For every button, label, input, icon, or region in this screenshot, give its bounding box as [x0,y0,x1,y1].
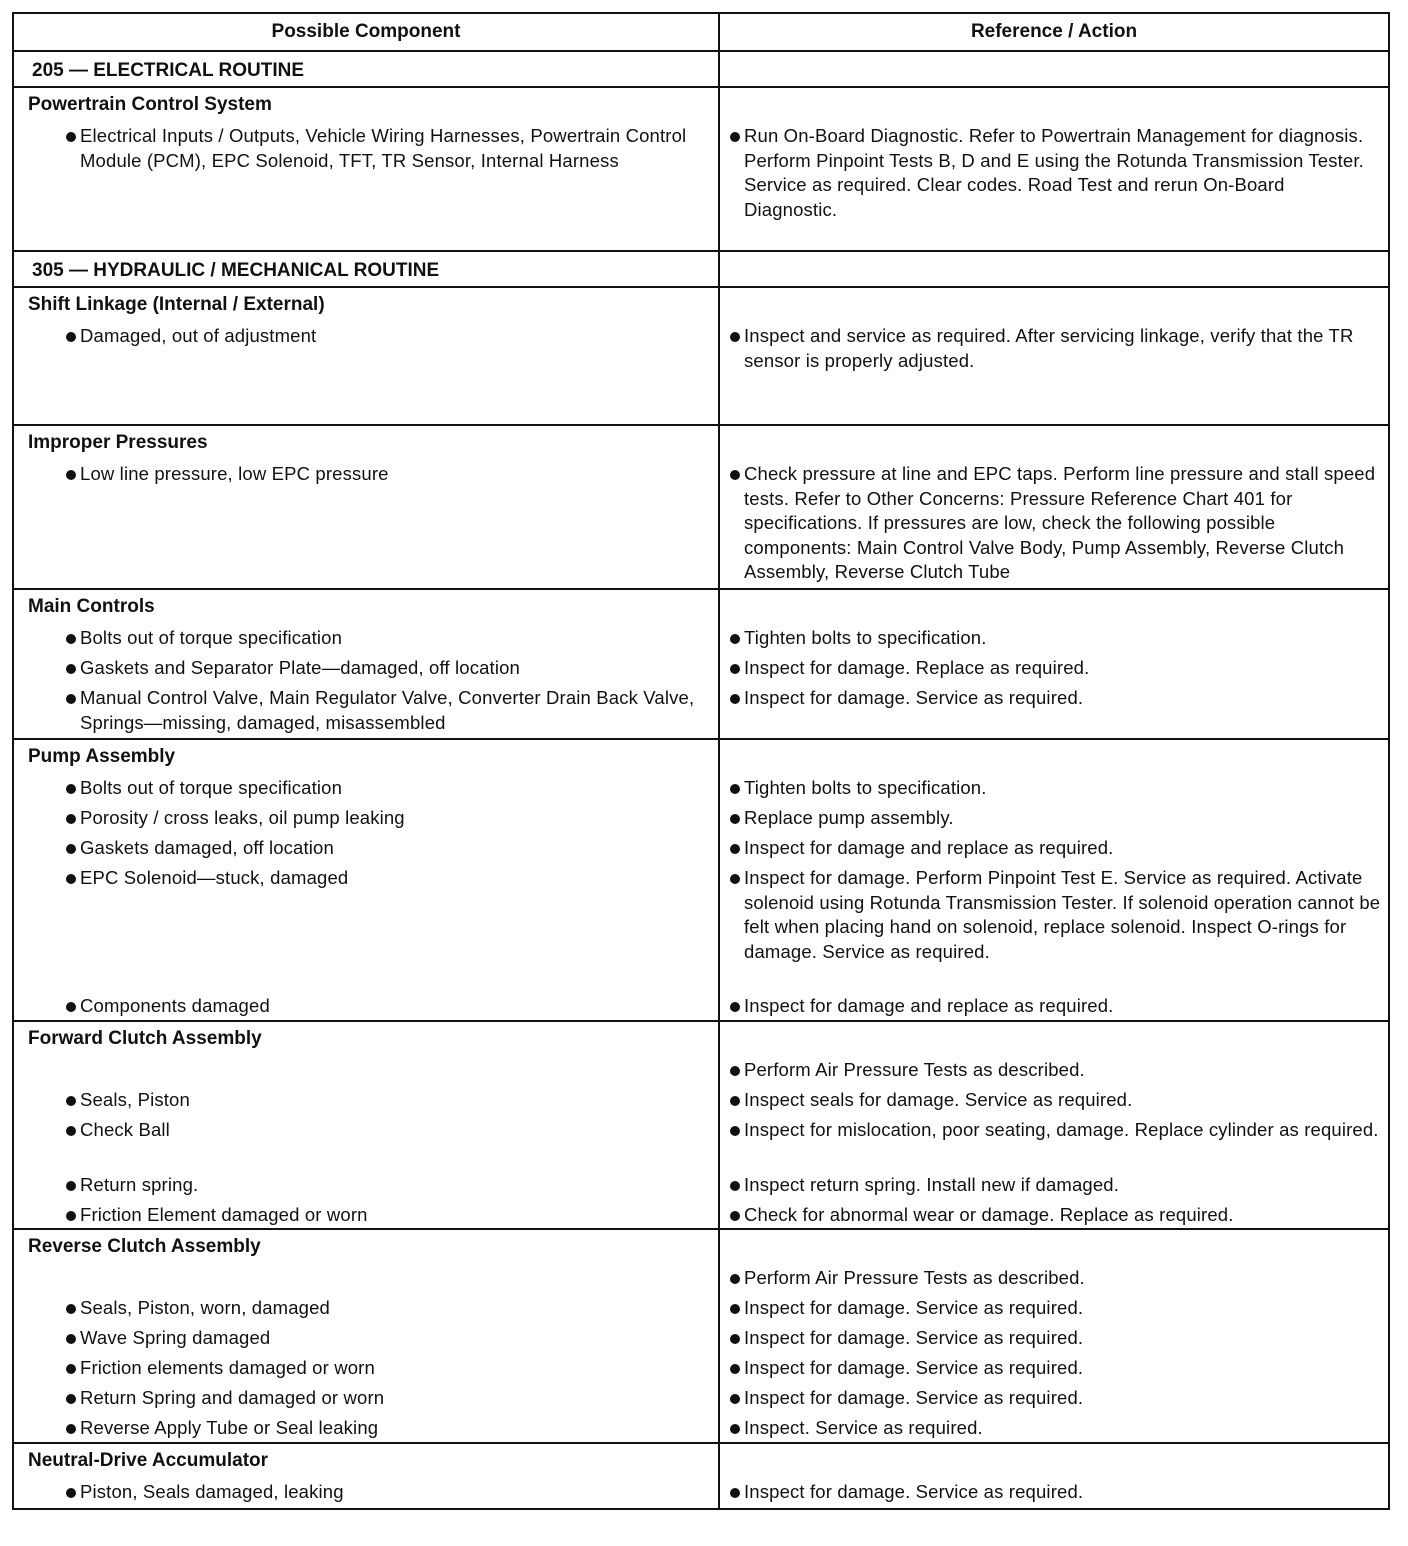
bullet-icon [730,844,740,854]
bullet-icon [730,1181,740,1191]
bullet-icon [730,1334,740,1344]
action-item: Check for abnormal wear or damage. Replace as required. [720,1203,1388,1228]
section-title: Forward Clutch Assembly [28,1028,262,1049]
component-cell [13,1443,719,1509]
action-cell [719,739,1389,1021]
action-cell [719,287,1389,425]
action-item: Perform Air Pressure Tests as described. [720,1058,1388,1088]
action-cell [719,1229,1389,1443]
component-item: Seals, Piston, worn, damaged [14,1296,718,1326]
bullet-icon [730,634,740,644]
section-title: Pump Assembly [28,746,176,767]
bullet-icon [66,1424,76,1434]
action-cell [719,1021,1389,1229]
component-cell [13,589,719,739]
component-item: Wave Spring damaged [14,1326,718,1356]
action-item: Check pressure at line and EPC taps. Perform line pressure and stall speed tests. Refer to Other Concerns: Pressure Reference Chart 401 for specifications. If pressures are low, check the following possible components: Main Control Valve Body, Pump Assembly, Reverse Clutch Assembly, Reverse Clutch Tube [720,462,1388,585]
action-item: Replace pump assembly. [720,806,1388,836]
header-row [13,13,1389,51]
bullet-icon [730,1274,740,1284]
bullet-icon [730,1066,740,1076]
action-item-continued: Service as required. Clear codes. Road Test and rerun On-Board Diagnostic. [744,174,1285,220]
bullet-icon [730,1002,740,1012]
action-item: Inspect for damage. Perform Pinpoint Test E. Service as required. Activate solenoid using Rotunda Transmission Tester. If solenoid operation cannot be felt when placing hand on solenoid, replace solenoid. Inspect O-rings for damage. Service as required. [720,866,1388,994]
component-cell [13,87,719,251]
bullet-icon [730,1211,740,1221]
bullet-icon [730,1424,740,1434]
bullet-icon [730,1488,740,1498]
bullet-icon [730,1394,740,1404]
column-header-component: Possible Component [13,13,719,51]
bullet-icon [66,874,76,884]
action-item: Inspect for damage. Service as required. [720,686,1388,711]
routine-row-electrical [13,51,1389,87]
bullet-icon [730,874,740,884]
bullet-icon [66,844,76,854]
section-reverse-clutch [13,1229,1389,1443]
action-cell [719,425,1389,589]
component-item: Electrical Inputs / Outputs, Vehicle Wiring Harnesses, Powertrain Control Module (PCM), EPC Solenoid, TFT, TR Sensor, Internal Harness [14,124,718,173]
routine-title-electrical: 205 — ELECTRICAL ROUTINE [32,60,305,81]
bullet-icon [66,1126,76,1136]
routine-title-hydraulic: 305 — HYDRAULIC / MECHANICAL ROUTINE [32,260,440,281]
component-item: Components damaged [14,994,718,1019]
bullet-icon [730,1126,740,1136]
bullet-icon [66,470,76,480]
component-cell [13,425,719,589]
action-cell [719,1443,1389,1509]
component-item: Friction Element damaged or worn [14,1203,718,1228]
action-item: Inspect for damage. Service as required. [720,1480,1388,1505]
component-item: Seals, Piston [14,1088,718,1118]
bullet-icon [66,694,76,704]
bullet-icon [66,1488,76,1498]
component-cell [13,1021,719,1229]
section-title: Powertrain Control System [28,94,272,115]
bullet-icon [730,814,740,824]
diagnosis-table [12,12,1390,1510]
section-neutral-drive-accumulator [13,1443,1389,1509]
action-cell [719,589,1389,739]
bullet-icon [66,1364,76,1374]
section-title: Main Controls [28,596,155,617]
section-shift-linkage [13,287,1389,425]
component-cell [13,739,719,1021]
action-item: Inspect and service as required. After servicing linkage, verify that the TR sensor is properly adjusted. [720,324,1388,373]
action-item: Inspect for damage and replace as required. [720,994,1388,1019]
bullet-icon [66,1334,76,1344]
bullet-icon [66,332,76,342]
section-improper-pressures [13,425,1389,589]
component-item: Low line pressure, low EPC pressure [14,462,718,487]
action-item: Run On-Board Diagnostic. Refer to Powertrain Management for diagnosis. Perform Pinpoint Tests B, D and E using the Rotunda Transmission Tester. [720,124,1388,173]
component-item: Check Ball [14,1118,718,1173]
component-cell [13,287,719,425]
component-item: Gaskets damaged, off location [14,836,718,866]
action-item: Inspect seals for damage. Service as required. [720,1088,1388,1118]
bullet-icon [66,1304,76,1314]
section-title: Neutral-Drive Accumulator [28,1450,269,1471]
bullet-icon [66,1096,76,1106]
action-item: Inspect. Service as required. [720,1416,1388,1441]
action-item: Inspect for damage. Service as required. [720,1356,1388,1386]
bullet-icon [66,1002,76,1012]
component-item: EPC Solenoid—stuck, damaged [14,866,718,994]
action-item: Inspect return spring. Install new if damaged. [720,1173,1388,1203]
component-item: Piston, Seals damaged, leaking [14,1480,718,1505]
action-item: Inspect for damage and replace as required. [720,836,1388,866]
bullet-icon [66,634,76,644]
bullet-icon [730,694,740,704]
component-item: Damaged, out of adjustment [14,324,718,349]
section-title: Shift Linkage (Internal / External) [28,294,325,315]
action-item: Inspect for damage. Service as required. [720,1296,1388,1326]
component-item: Reverse Apply Tube or Seal leaking [14,1416,718,1441]
action-item: Inspect for damage. Service as required. [720,1386,1388,1416]
section-title: Reverse Clutch Assembly [28,1236,261,1257]
routine-row-hydraulic [13,251,1389,287]
section-main-controls [13,589,1389,739]
action-item: Tighten bolts to specification. [720,626,1388,656]
bullet-icon [66,1181,76,1191]
action-cell [719,87,1389,251]
action-item: Inspect for damage. Service as required. [720,1326,1388,1356]
component-item: Friction elements damaged or worn [14,1356,718,1386]
bullet-icon [730,1364,740,1374]
bullet-icon [730,1304,740,1314]
component-item: Manual Control Valve, Main Regulator Valve, Converter Drain Back Valve, Springs—missing, damaged, misassembled [14,686,718,735]
bullet-icon [66,1211,76,1221]
column-header-action: Reference / Action [719,13,1389,51]
bullet-icon [66,1394,76,1404]
component-item: Return spring. [14,1173,718,1203]
component-item: Bolts out of torque specification [14,626,718,656]
bullet-icon [66,664,76,674]
component-item: Return Spring and damaged or worn [14,1386,718,1416]
bullet-icon [730,784,740,794]
bullet-icon [730,1096,740,1106]
bullet-icon [66,132,76,142]
action-item: Perform Air Pressure Tests as described. [720,1266,1388,1296]
bullet-icon [66,784,76,794]
diagnosis-table-sheet [12,12,1388,1510]
section-pump-assembly [13,739,1389,1021]
routine-empty-cell [719,251,1389,287]
action-item: Inspect for mislocation, poor seating, damage. Replace cylinder as required. [720,1118,1388,1173]
action-item: Tighten bolts to specification. [720,776,1388,806]
component-item: Porosity / cross leaks, oil pump leaking [14,806,718,836]
routine-empty-cell [719,51,1389,87]
bullet-icon [730,332,740,342]
section-title: Improper Pressures [28,432,208,453]
bullet-icon [730,664,740,674]
bullet-icon [730,470,740,480]
component-cell [13,1229,719,1443]
bullet-icon [730,132,740,142]
section-powertrain [13,87,1389,251]
component-item: Bolts out of torque specification [14,776,718,806]
bullet-icon [66,814,76,824]
action-item: Inspect for damage. Replace as required. [720,656,1388,686]
component-item: Gaskets and Separator Plate—damaged, off location [14,656,718,686]
section-forward-clutch [13,1021,1389,1229]
